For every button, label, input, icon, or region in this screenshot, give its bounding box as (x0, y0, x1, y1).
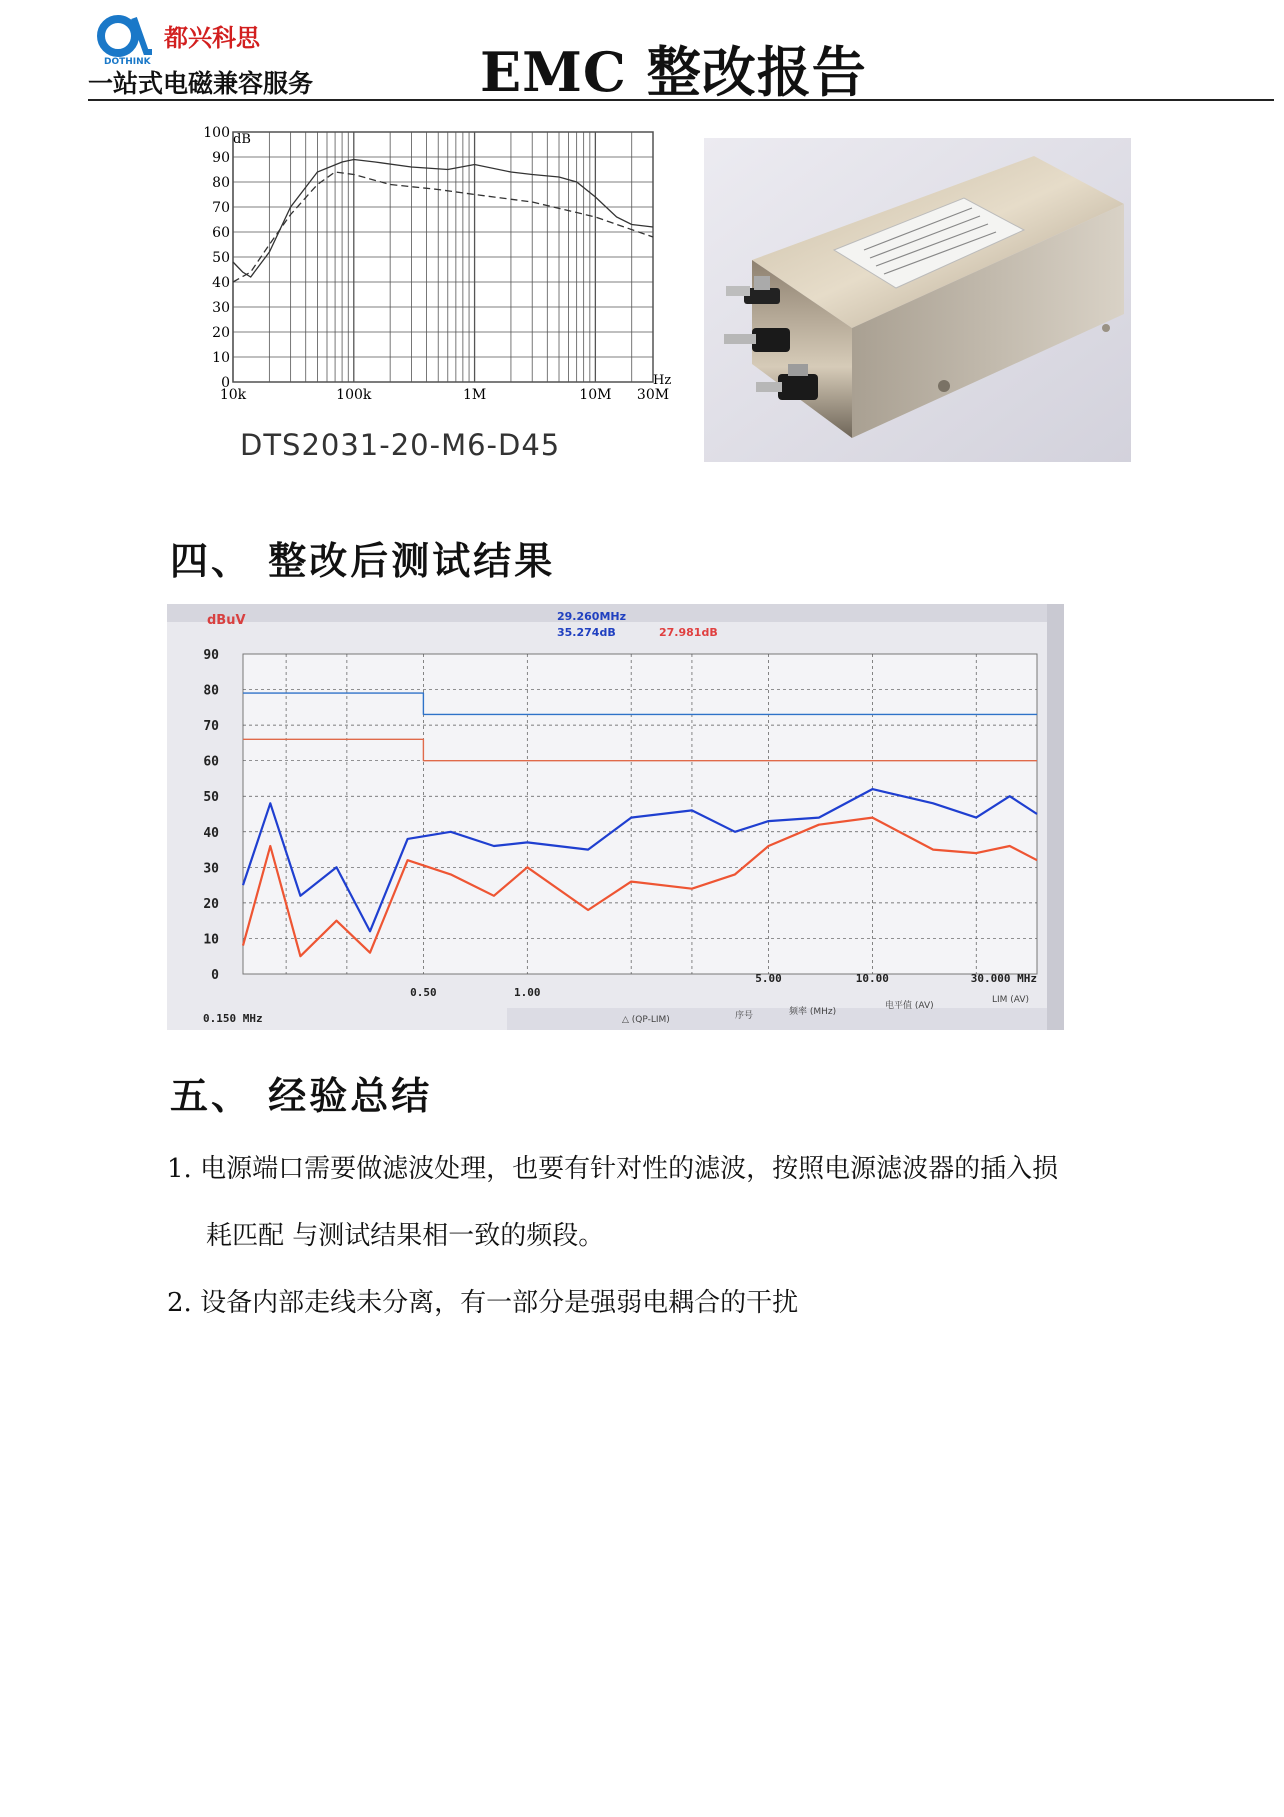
item-text: 设备内部走线未分离，有一部分是强弱电耦合的干扰 (200, 1288, 799, 1318)
y-tick-label: 70 (212, 200, 230, 216)
x-tick-label: 10M (579, 387, 612, 403)
footer-qp-lim: △ (QP-LIM) (622, 1015, 670, 1025)
y-axis-unit: dB (233, 132, 251, 147)
y-tick-label: 90 (212, 150, 230, 166)
y-axis-ticks (203, 125, 230, 391)
chart-caption: DTS2031-20-M6-D45 (240, 428, 561, 462)
section-heading-test-results: 四、 整改后测试结果 (170, 539, 556, 583)
y-tick-label: 70 (203, 719, 219, 735)
footer-index: 序号 (735, 1011, 754, 1021)
summary-item-1-continuation: 耗匹配 与测试结果相一致的频段。 (206, 1221, 605, 1251)
logo-slogan: 一站式电磁兼容服务 (88, 69, 314, 98)
marker-average: 27.981dB (659, 626, 718, 639)
filter-product-photo (704, 138, 1131, 462)
x-tick-label: 10k (219, 387, 247, 403)
y-tick-label: 0 (211, 968, 219, 983)
y-tick-label: 30 (212, 300, 230, 316)
section-heading-summary: 五、 经验总结 (170, 1074, 433, 1118)
y-tick-label: 10 (203, 932, 219, 948)
y-tick-label: 100 (203, 125, 230, 141)
footer-limit: LIM (AV) (992, 995, 1030, 1005)
marker-frequency: 29.260MHz (557, 610, 627, 623)
footer-level: 电平值 (AV) (885, 1001, 934, 1011)
y-tick-label: 40 (212, 275, 230, 291)
logo-company-name: 都兴科思 (164, 24, 260, 52)
x-tick-label: 100k (336, 387, 372, 403)
x-tick-label: 10.00 (855, 972, 889, 985)
y-tick-label: 90 (203, 648, 219, 663)
y-tick-label: 30 (203, 861, 219, 877)
item-number: 2. (167, 1288, 192, 1318)
document-title: EMC 整改报告 (480, 40, 867, 104)
y-tick-label: 20 (212, 325, 230, 341)
footer-frequency: 频率 (MHz) (789, 1007, 837, 1017)
item-text-line1: 电源端口需要做滤波处理，也要有针对性的滤波，按照电源滤波器的插入损 (200, 1154, 1059, 1184)
x-tick-label: 5.00 (755, 972, 782, 985)
y-tick-label: 60 (203, 754, 219, 770)
y-tick-label: 50 (212, 250, 230, 266)
y-tick-label: 20 (203, 896, 219, 912)
y-tick-label: 50 (203, 790, 219, 806)
marker-peak: 35.274dB (557, 626, 616, 639)
y-tick-label: 60 (212, 225, 230, 241)
x-tick-label: 0.50 (410, 986, 437, 999)
summary-item-1 (167, 1152, 1058, 1186)
y-tick-label: 80 (203, 683, 219, 699)
x-tick-label: 30M (636, 387, 670, 403)
insertion-loss-chart (185, 120, 685, 470)
item-number: 1. (167, 1154, 192, 1184)
y-tick-label: 80 (212, 175, 230, 191)
logo-brand: DOTHINK (104, 57, 151, 67)
y-tick-label: 40 (203, 825, 219, 841)
header-divider (88, 99, 1274, 101)
x-tick-label: 1M (462, 387, 487, 403)
emc-scan-photo (167, 604, 1064, 1030)
y-tick-label: 10 (212, 350, 230, 366)
x-axis-ticks (220, 387, 669, 403)
x-tick-label: 1.00 (514, 986, 541, 999)
y-tick-label: 0 (221, 375, 230, 391)
x-tick-label: 0.150 MHz (203, 1012, 263, 1025)
summary-item-2 (167, 1286, 798, 1320)
x-axis-unit: Hz (653, 373, 672, 388)
company-logo (88, 12, 388, 102)
y-axis-unit-dbuv: dBuV (207, 613, 246, 628)
x-tick-label: 30.000 MHz (970, 972, 1037, 985)
logo-mark-icon (101, 18, 152, 53)
